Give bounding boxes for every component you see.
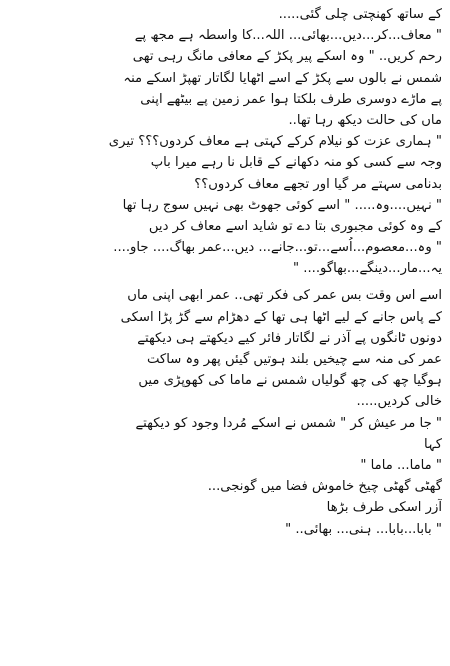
text-line: آزر اسکی طرف بڑھا <box>326 500 442 516</box>
text-line: ماں کی حالت دیکھ رہا تھا.. <box>288 112 442 128</box>
text-line: اسے اس وقت بس عمر کی فکر تھی.. عمر ابھی اپنی ماں <box>127 288 442 304</box>
text-line: " جا مر عیش کر " شمس نے اسکے مُردا وجود کو دیکھتے <box>135 415 442 431</box>
text-line: " ہماری عزت کو نیلام کرکے کہتی ہے معاف کردوں؟؟؟ تیری <box>108 134 442 150</box>
text-line: کے پاس جانے کے لیے اٹھا ہی تھا کے دھڑام سے گڑ پڑا اسکی <box>120 309 442 325</box>
text-line: " نہیں....وہ..... " اسے کوئی جھوٹ بھی نہیں سوج رہا تھا <box>122 197 442 213</box>
text-line: کے وہ کوئی مجبوری بتا دے تو شاید اسے معاف کر دیں <box>148 218 442 234</box>
text-line: " وہ...معصوم...اُسے...تو...جانے... دیں...عمر بھاگ.... جاو.... <box>113 240 442 256</box>
text-line: عمر کی منہ سے چیخیں بلند ہوتیں گیئں پھر وہ ساکت <box>146 352 442 367</box>
text-line: یہ...مار...دینگے...بھاگو.... " <box>293 261 442 277</box>
text-line: " ماما... ماما " <box>360 457 442 473</box>
text-line: دونوں ٹانگوں پے آذر نے لگاتار فائر کیے دیکھتے ہی دیکھتے <box>137 330 442 346</box>
text-line: وجہ سے کسی کو منہ دکھانے کے قابل نا رہے میرا باپ <box>150 155 442 171</box>
text-line: کے ساتھ کھنچتی چلی گئی..... <box>278 7 442 22</box>
text-line: گھٹی گھٹی چیخ خاموش فضا میں گونجی... <box>207 479 442 495</box>
text-line: رحم کریں.. " وہ اسکے پیر پکڑ کے معافی مانگ رہی تھی <box>132 49 442 65</box>
text-line: خالی کردیں..... <box>356 394 442 410</box>
text-line: ہوگیا چھ کی چھ گولیاں شمس نے ماما کی کھوپڑی میں <box>138 373 442 389</box>
text-line: بدنامی سہتے مر گیا اور تجھے معاف کردوں؟؟ <box>194 176 442 192</box>
text-line: شمس نے بالوں سے پکڑ کے اسے اٹھایا لگاتار تھپڑ اسکے منہ <box>123 70 442 86</box>
text-line: کہا <box>423 436 442 452</box>
text-line: " معاف...کر...دیں...بھائی... اللہ...کا واسطہ ہے مجھ پے <box>134 28 442 44</box>
text-line: پے ماڑے دوسری طرف بلکتا ہوا عمر زمین پے بیٹھے اپنی <box>140 91 442 107</box>
text-line: " بابا...بابا... ہنی... بھائی.. " <box>285 521 442 537</box>
